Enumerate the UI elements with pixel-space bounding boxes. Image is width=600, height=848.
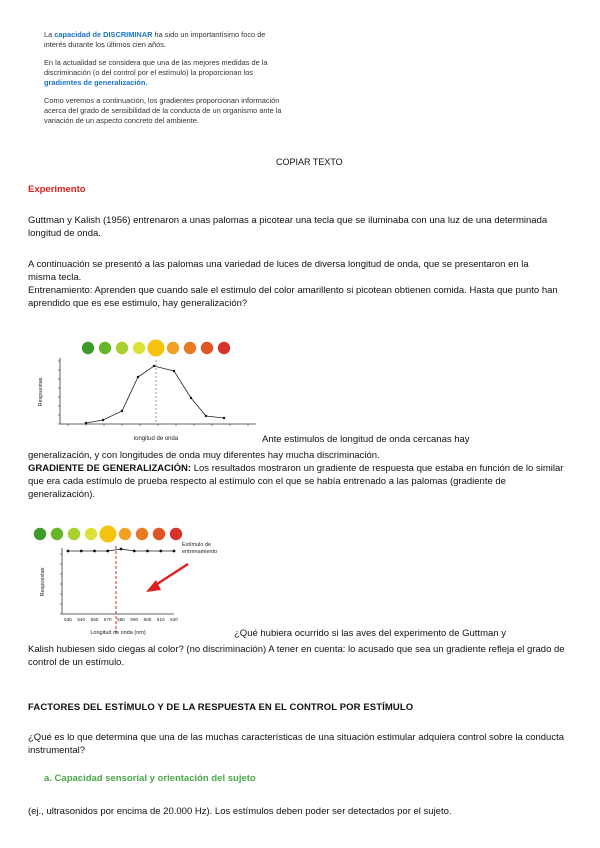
paragraph-2: A continuación se presentó a las palomas una variedad de luces de diversa longitud de onda, que se presentaron en la misma tecla. bbox=[28, 259, 529, 283]
gradient-paragraph bbox=[28, 462, 573, 501]
intro-paragraph-1 bbox=[44, 30, 284, 50]
paragraph-1: Guttman y Kalish (1956) entrenaron a unas palomas a picotear una tecla que se iluminaba con una luz de una determinada longitud de onda. bbox=[28, 215, 548, 239]
gradient-point bbox=[223, 417, 225, 419]
color-dot bbox=[51, 528, 63, 540]
subheading-a: a. Capacidad sensorial y orientación del sujeto bbox=[44, 773, 256, 784]
caption-2-block bbox=[28, 643, 573, 669]
x-tick-label: 590 bbox=[130, 617, 139, 622]
color-dots-row bbox=[34, 526, 182, 543]
annotation-text: Estímulo de entrenamiento bbox=[182, 542, 218, 555]
color-dot bbox=[184, 342, 196, 354]
section-question bbox=[28, 731, 573, 757]
copy-text-label[interactable]: COPIAR TEXTO bbox=[276, 157, 343, 167]
flat-point bbox=[80, 550, 83, 553]
experiment-heading: Experimento bbox=[28, 184, 86, 195]
color-dot bbox=[68, 528, 80, 540]
caption-1-block bbox=[28, 449, 573, 501]
paragraph-3: Entrenamiento: Aprenden que cuando sale el estimulo del color amarillento si picotean obtienen comida. Hasta que punto han aprendido que es ese estimulo, hay generalización? bbox=[28, 285, 558, 309]
x-tick-label: 620 bbox=[170, 617, 178, 622]
color-dots-row bbox=[82, 340, 230, 357]
annotation-box bbox=[182, 542, 232, 564]
generalization-gradient-figure bbox=[28, 336, 260, 444]
gradient-point bbox=[121, 410, 123, 412]
x-tick-label: 580 bbox=[117, 617, 125, 622]
color-dot bbox=[82, 342, 94, 354]
y-axis-label: Respuestas bbox=[40, 567, 46, 597]
color-dot bbox=[218, 342, 230, 354]
flat-point bbox=[67, 550, 70, 553]
x-tick-label: 610 bbox=[156, 617, 165, 622]
final-paragraph bbox=[28, 805, 573, 818]
gradient-point bbox=[153, 365, 155, 367]
gradient-line bbox=[86, 366, 224, 423]
intro-paragraph-3: Como veremos a continuación, los gradientes proporcionan información acerca del grado de sensibilidad de la conducta de un organismo ante la variación de un aspecto concreto del ambiente. bbox=[44, 96, 282, 125]
flat-point bbox=[159, 550, 162, 553]
gradient-point bbox=[85, 422, 87, 424]
flat-gradient-figure bbox=[28, 520, 232, 638]
gradient-point bbox=[205, 415, 207, 417]
gradient-point bbox=[102, 419, 104, 421]
color-dot bbox=[85, 528, 97, 540]
x-tick-label: 570 bbox=[103, 617, 112, 622]
gradient-points bbox=[85, 365, 225, 424]
flat-point bbox=[133, 550, 136, 553]
x-tick-label: 550 bbox=[90, 617, 99, 622]
red-arrow-shaft bbox=[154, 564, 188, 586]
color-dot bbox=[170, 528, 182, 540]
gradient-point bbox=[190, 397, 192, 399]
x-tick-label: 530 bbox=[64, 617, 72, 622]
x-tick-label: 600 bbox=[143, 617, 152, 622]
color-dot bbox=[100, 526, 117, 543]
intro-p1-highlight: capacidad de DISCRIMINAR bbox=[54, 30, 153, 39]
intro-image-text bbox=[44, 30, 284, 134]
intro-paragraph-2 bbox=[44, 58, 284, 88]
x-axis-label: Longitud de onda (nm) bbox=[90, 630, 146, 636]
flat-point bbox=[93, 550, 96, 553]
paragraph-block-2 bbox=[28, 258, 573, 310]
color-dot bbox=[133, 342, 145, 354]
intro-p2-pre: En la actualidad se considera que una de las mejores medidas de la discriminación (o del control por el estímulo) la proporcionan los bbox=[44, 58, 268, 77]
section-title: FACTORES DEL ESTÍMULO Y DE LA RESPUESTA EN EL CONTROL POR ESTÍMULO bbox=[28, 702, 414, 713]
caption-2-first-line: ¿Qué hubiera ocurrido si las aves del experimento de Guttman y bbox=[234, 628, 506, 639]
x-tick-labels bbox=[64, 617, 178, 622]
intro-p1-post: ha sido un importantísimo foco de interés durante los últimos cien años. bbox=[44, 30, 266, 49]
flat-point bbox=[146, 550, 149, 553]
color-dot bbox=[136, 528, 148, 540]
flat-point bbox=[173, 550, 176, 553]
color-dot bbox=[34, 528, 46, 540]
x-axis-label: longitud de onda bbox=[133, 436, 179, 442]
flat-point bbox=[106, 550, 109, 553]
gradient-point bbox=[173, 370, 175, 372]
color-dot bbox=[148, 340, 165, 357]
color-dot bbox=[201, 342, 213, 354]
color-dot bbox=[153, 528, 165, 540]
flat-point bbox=[120, 548, 123, 551]
y-axis-label: Respuestas bbox=[38, 377, 44, 407]
section-question-text: ¿Qué es lo que determina que una de las muchas características de una situación estimular adquiera control sobre la conducta instrumental? bbox=[28, 732, 564, 756]
final-paragraph-text: (ej., ultrasonidos por encima de 20.000 Hz). Los estímulos deben poder ser detectados por el sujeto. bbox=[28, 806, 452, 817]
gradient-point bbox=[137, 376, 139, 378]
flat-points bbox=[67, 548, 176, 553]
gradient-text: Los resultados mostraron un gradiente de respuesta que estaba en función de lo similar que era cada estímulo de prueba respecto al estímulo con el que se había entrenado a las palomas (gradiente de generalización). bbox=[28, 463, 564, 500]
gradient-label: GRADIENTE DE GENERALIZACIÓN: bbox=[28, 463, 192, 474]
caption-2-rest: Kalish hubiesen sido ciegas al color? (no discriminación) A tener en cuenta: lo acusado que sea un gradiente refleja el grado de control de un estímulo. bbox=[28, 644, 565, 668]
paragraph-guttman bbox=[28, 214, 573, 240]
color-dot bbox=[116, 342, 128, 354]
caption-1-first-line: Ante estimulos de longitud de onda cercanas hay bbox=[262, 434, 470, 445]
color-dot bbox=[99, 342, 111, 354]
color-dot bbox=[119, 528, 131, 540]
x-tick-label: 540 bbox=[77, 617, 86, 622]
intro-p2-highlight: gradientes de generalización. bbox=[44, 78, 148, 87]
color-dot bbox=[167, 342, 179, 354]
caption-1-second-line: generalización, y con longitudes de onda muy diferentes hay mucha discriminación. bbox=[28, 450, 380, 461]
intro-p1-pre: La bbox=[44, 30, 55, 39]
